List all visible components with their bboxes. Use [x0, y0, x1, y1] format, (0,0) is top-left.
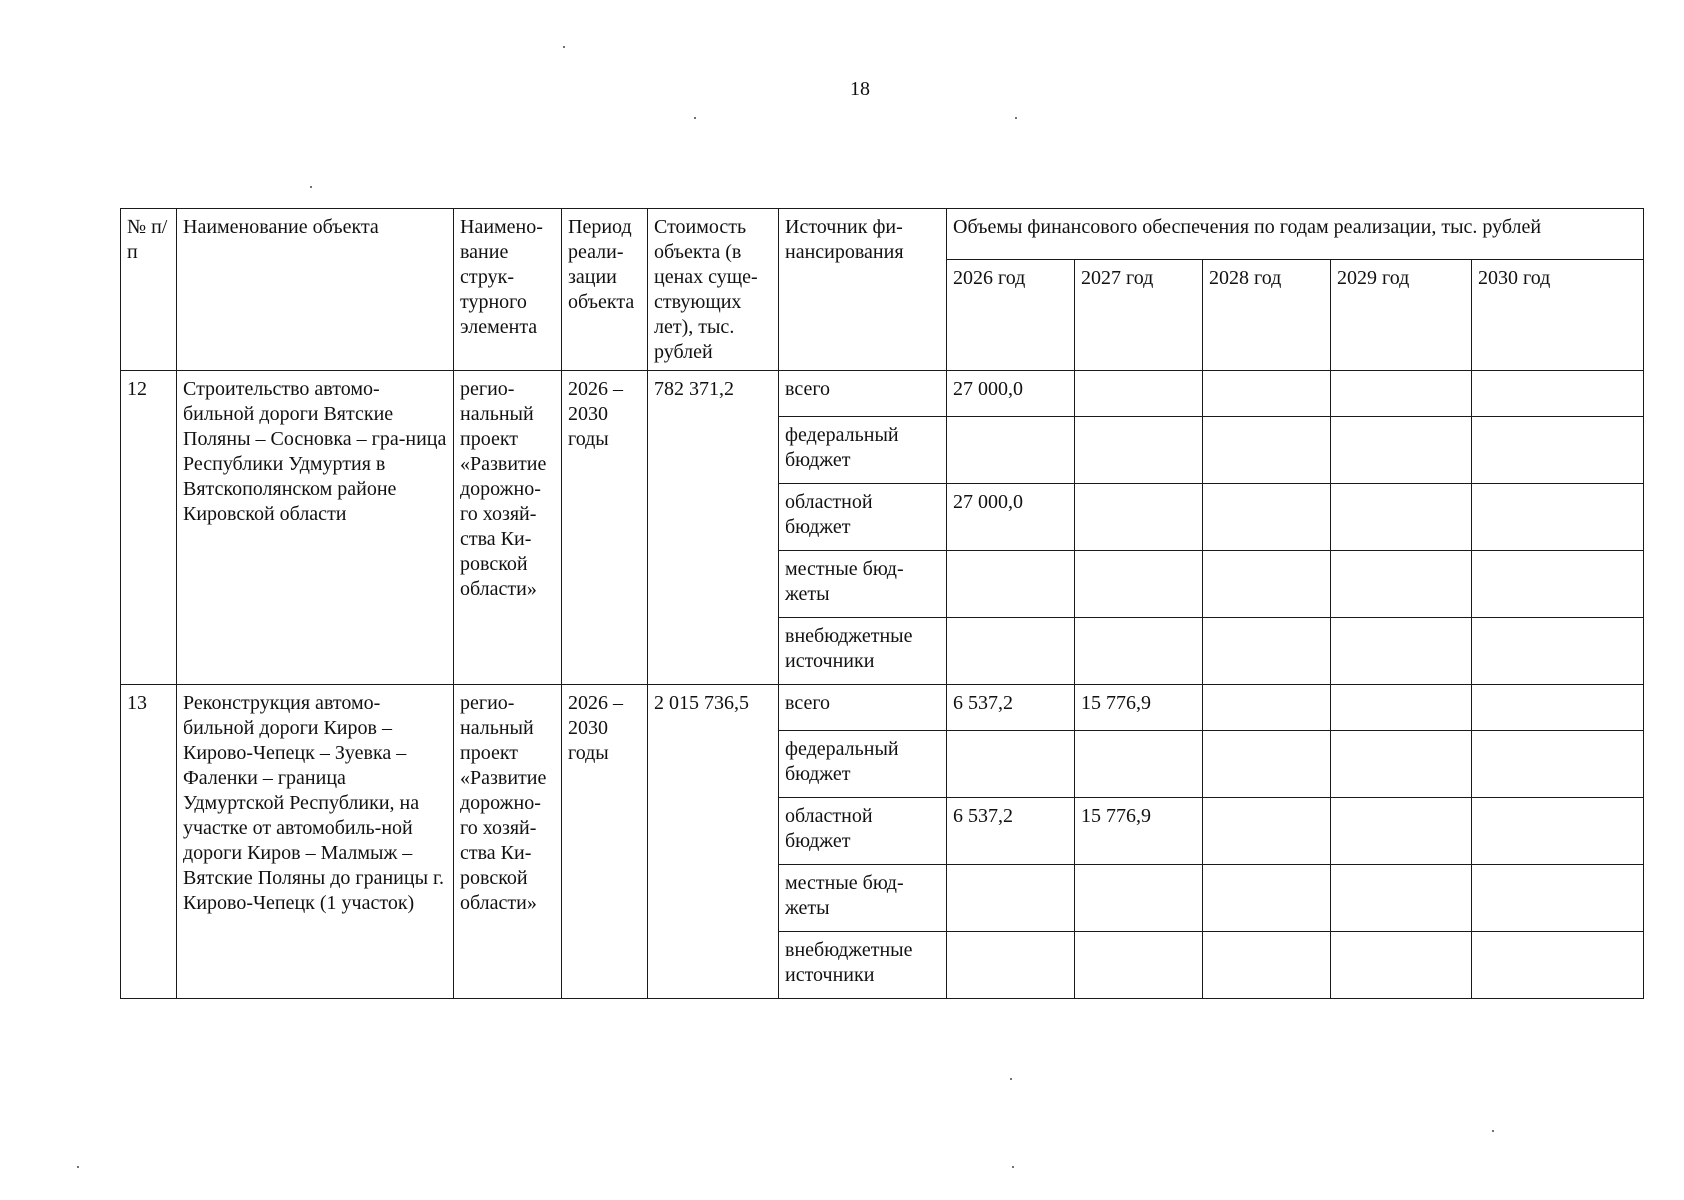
year-value — [1075, 932, 1203, 999]
financing-source: областной бюджет — [779, 484, 947, 551]
structural-element: регио-нальный проект «Развитие дорожно-го хозяй-ства Ки-ровской области» — [454, 371, 562, 685]
year-value — [1203, 371, 1331, 417]
year-value — [1472, 484, 1644, 551]
year-value — [1331, 618, 1472, 685]
year-value — [1331, 932, 1472, 999]
year-value — [1472, 371, 1644, 417]
year-value: 6 537,2 — [947, 798, 1075, 865]
year-value — [1075, 731, 1203, 798]
table-body — [121, 371, 1644, 999]
object-name: Строительство автомо-бильной дороги Вятские Поляны – Сосновка – гра-ница Республики Удмуртия в Вятскополянском районе Кировской области — [177, 371, 454, 685]
scan-speck — [563, 46, 565, 48]
table-row — [121, 685, 1644, 731]
year-value — [1331, 865, 1472, 932]
header-element: Наимено-вание струк-турного элемента — [454, 209, 562, 371]
year-value — [947, 932, 1075, 999]
year-value — [1472, 618, 1644, 685]
financing-source: внебюджетные источники — [779, 618, 947, 685]
year-value — [1203, 932, 1331, 999]
implementation-period: 2026 – 2030 годы — [562, 685, 648, 999]
financing-source: внебюджетные источники — [779, 932, 947, 999]
year-value — [947, 618, 1075, 685]
year-value — [1472, 932, 1644, 999]
year-value — [1075, 371, 1203, 417]
year-value — [947, 731, 1075, 798]
year-value — [1472, 731, 1644, 798]
year-value — [947, 417, 1075, 484]
header-year-2030: 2030 год — [1472, 260, 1644, 371]
header-year-2026: 2026 год — [947, 260, 1075, 371]
year-value — [1472, 551, 1644, 618]
year-value — [947, 551, 1075, 618]
header-cost: Стоимость объекта (в ценах суще-ствующих лет), тыс. рублей — [648, 209, 779, 371]
row-number: 13 — [121, 685, 177, 999]
year-value — [1075, 484, 1203, 551]
scan-speck — [77, 1166, 79, 1168]
header-year-2027: 2027 год — [1075, 260, 1203, 371]
year-value — [1472, 685, 1644, 731]
scan-speck — [1015, 117, 1017, 119]
year-value — [1203, 865, 1331, 932]
year-value — [1203, 551, 1331, 618]
scan-speck — [310, 186, 312, 188]
financing-source: всего — [779, 685, 947, 731]
year-value — [1203, 731, 1331, 798]
page-number: 18 — [850, 78, 870, 100]
financing-source: всего — [779, 371, 947, 417]
year-value — [1075, 551, 1203, 618]
year-value — [1472, 798, 1644, 865]
header-num: № п/п — [121, 209, 177, 371]
implementation-period: 2026 – 2030 годы — [562, 371, 648, 685]
row-number: 12 — [121, 371, 177, 685]
financing-source: местные бюд-жеты — [779, 865, 947, 932]
year-value — [1331, 798, 1472, 865]
year-value — [1203, 484, 1331, 551]
year-value — [1331, 417, 1472, 484]
year-value — [1472, 865, 1644, 932]
header-source: Источник фи-нансирования — [779, 209, 947, 371]
financing-table — [120, 208, 1644, 999]
header-volumes: Объемы финансового обеспечения по годам реализации, тыс. рублей — [947, 209, 1644, 260]
year-value — [1075, 865, 1203, 932]
year-value — [1075, 417, 1203, 484]
header-period: Период реали-зации объекта — [562, 209, 648, 371]
scan-speck — [694, 117, 696, 119]
financing-source: федеральный бюджет — [779, 417, 947, 484]
structural-element: регио-нальный проект «Развитие дорожно-го хозяй-ства Ки-ровской области» — [454, 685, 562, 999]
header-name: Наименование объекта — [177, 209, 454, 371]
year-value — [1331, 484, 1472, 551]
year-value: 6 537,2 — [947, 685, 1075, 731]
year-value — [1203, 685, 1331, 731]
scan-speck — [1010, 1078, 1012, 1080]
object-cost: 782 371,2 — [648, 371, 779, 685]
year-value — [1203, 798, 1331, 865]
year-value — [1203, 417, 1331, 484]
financing-source: федеральный бюджет — [779, 731, 947, 798]
table-row — [121, 371, 1644, 417]
scan-speck — [1492, 1130, 1494, 1132]
header-year-2028: 2028 год — [1203, 260, 1331, 371]
year-value — [1472, 417, 1644, 484]
year-value — [947, 865, 1075, 932]
header-year-2029: 2029 год — [1331, 260, 1472, 371]
object-name: Реконструкция автомо-бильной дороги Киров – Кирово-Чепецк – Зуевка – Фаленки – граница Удмуртской Республики, на участке от автомобиль-ной дороги Киров – Малмыж – Вятские Поляны до границы г. Кирово-Чепецк (1 участок) — [177, 685, 454, 999]
year-value: 15 776,9 — [1075, 798, 1203, 865]
year-value — [1075, 618, 1203, 685]
year-value: 27 000,0 — [947, 371, 1075, 417]
year-value: 27 000,0 — [947, 484, 1075, 551]
header-row — [121, 209, 1644, 260]
financing-source: местные бюд-жеты — [779, 551, 947, 618]
year-value: 15 776,9 — [1075, 685, 1203, 731]
object-cost: 2 015 736,5 — [648, 685, 779, 999]
year-value — [1203, 618, 1331, 685]
year-value — [1331, 731, 1472, 798]
scan-speck — [1012, 1166, 1014, 1168]
year-value — [1331, 371, 1472, 417]
year-value — [1331, 685, 1472, 731]
financing-source: областной бюджет — [779, 798, 947, 865]
year-value — [1331, 551, 1472, 618]
